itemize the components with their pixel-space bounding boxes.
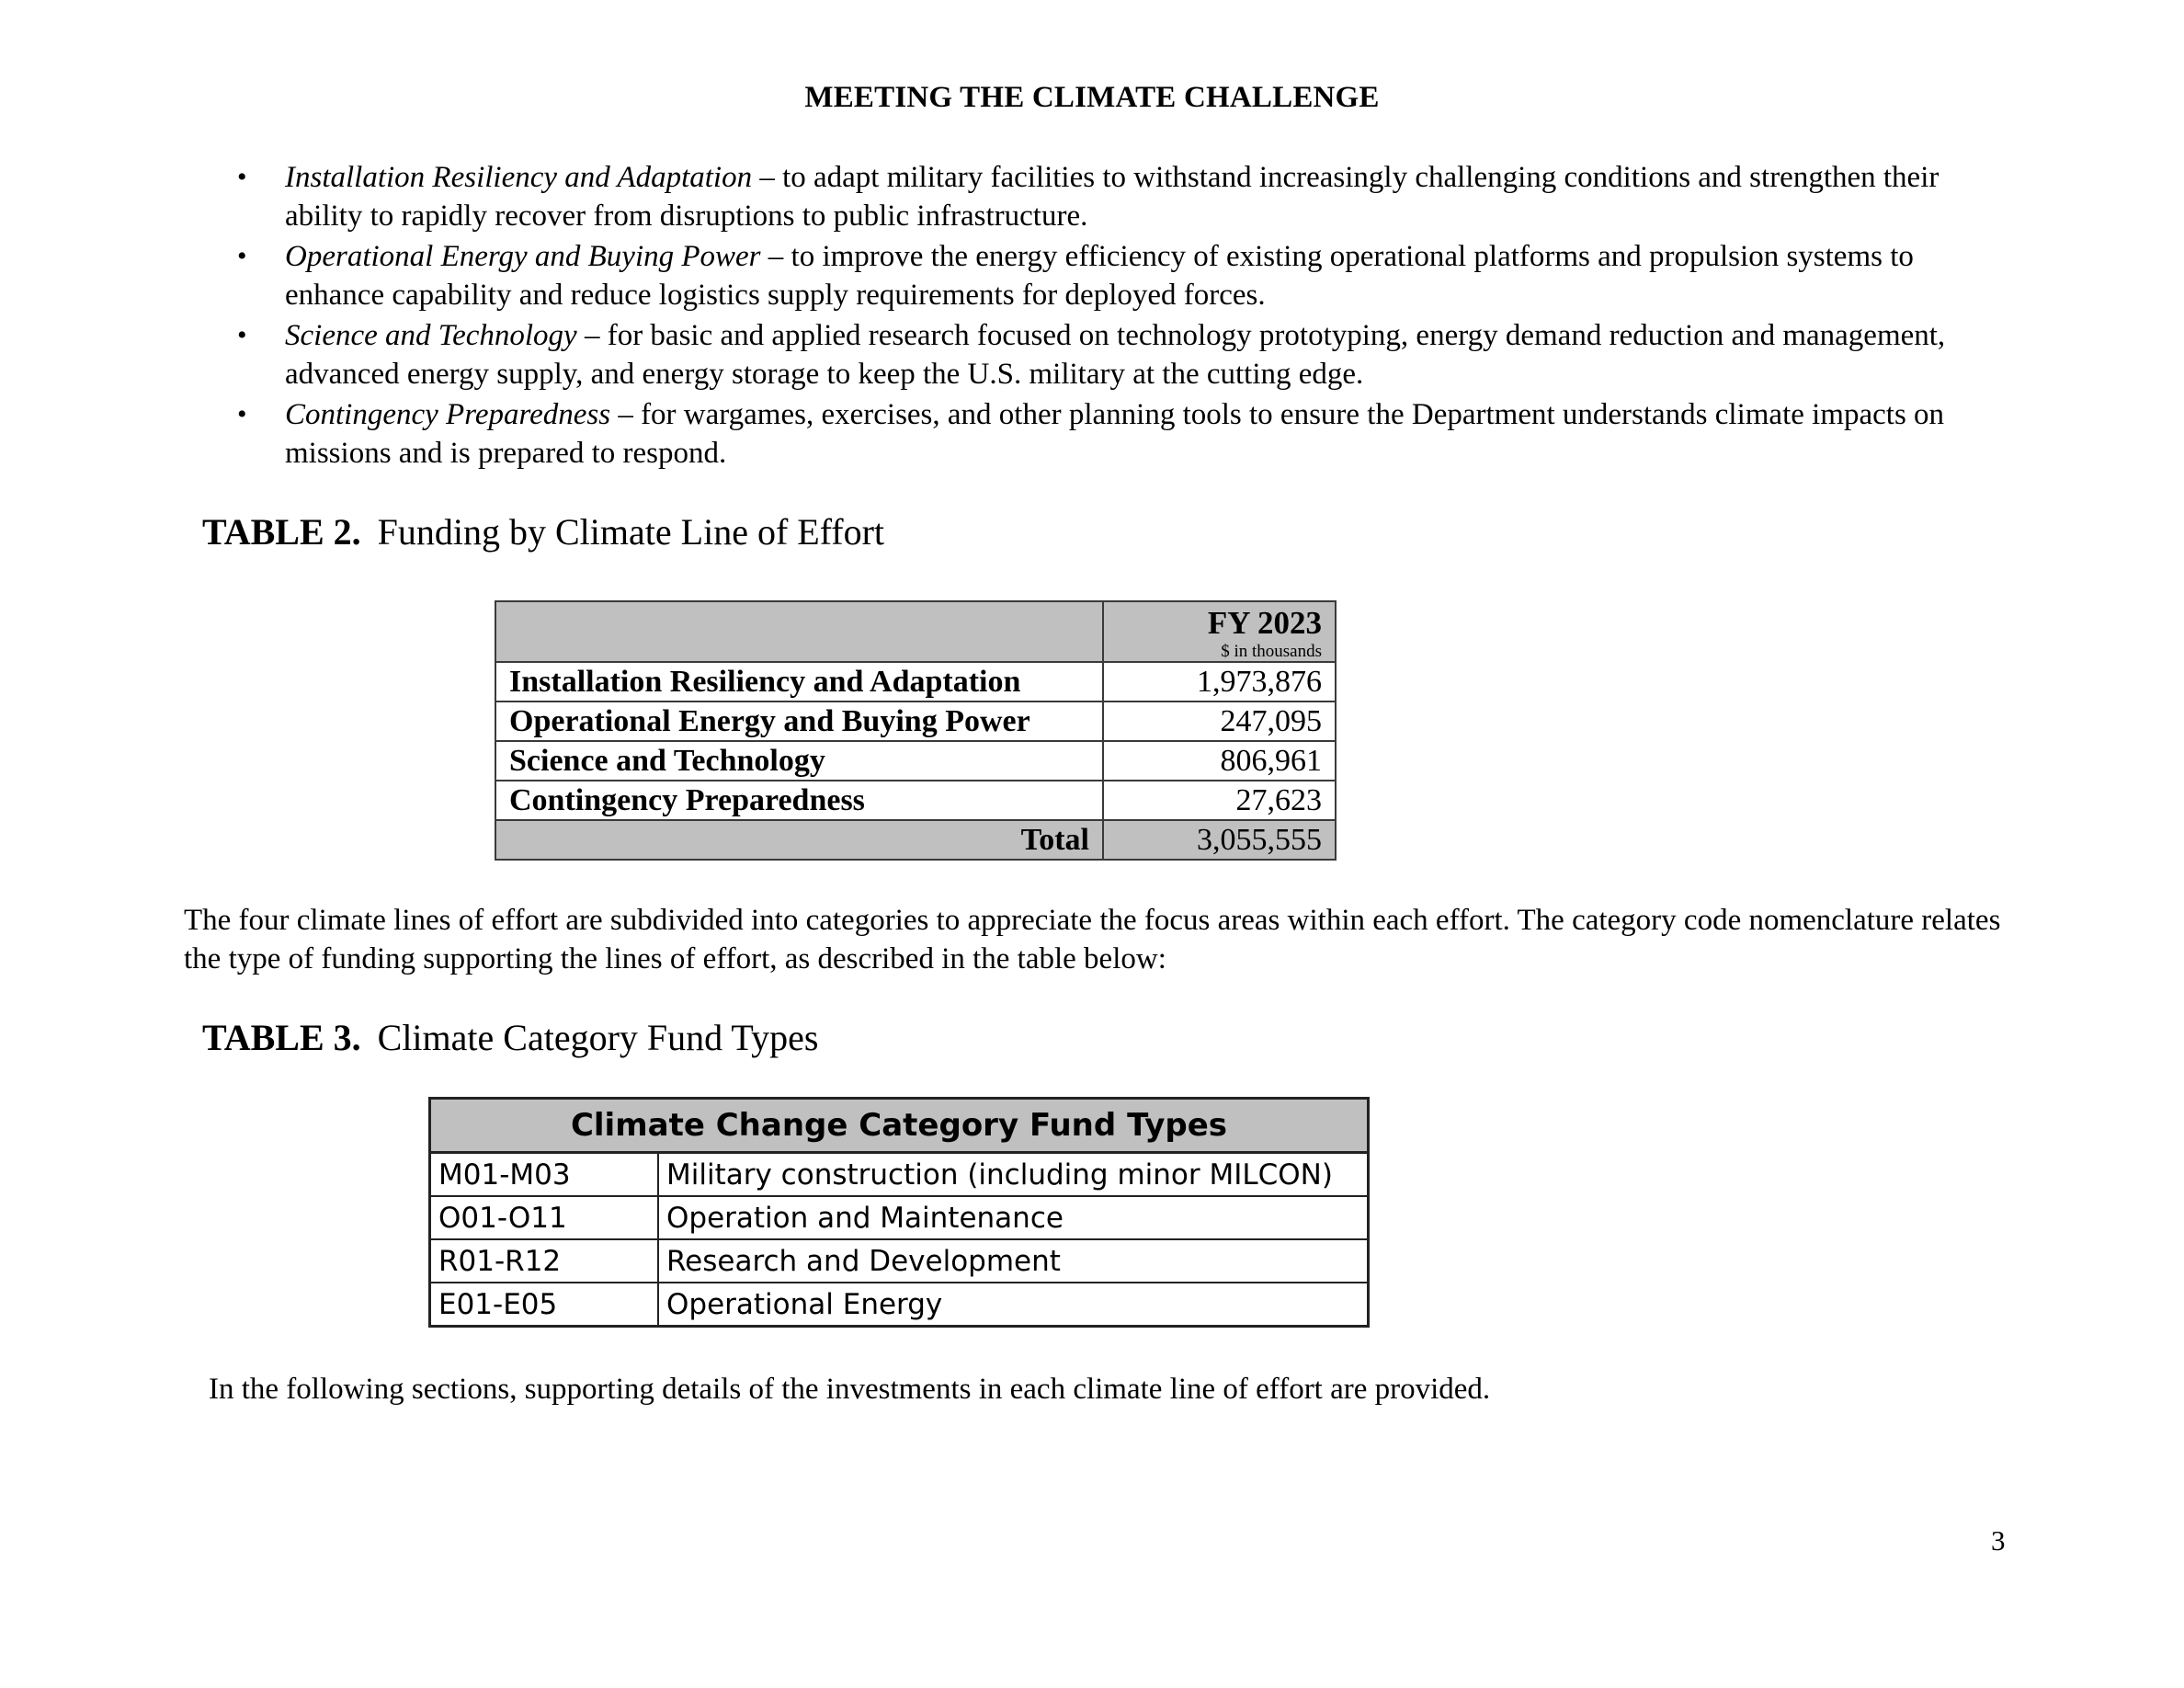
table-header-blank — [495, 601, 1103, 662]
paragraph-closing: In the following sections, supporting details of the investments in each climate line of effort are provided. — [209, 1373, 1491, 1406]
code-cell: E01-E05 — [430, 1283, 659, 1327]
table-header-row — [430, 1099, 1369, 1153]
bullet-icon: • — [237, 320, 247, 350]
fy-column-header — [1103, 601, 1336, 662]
description-cell: Military construction (including minor MILCON) — [658, 1153, 1369, 1197]
table-row — [430, 1239, 1369, 1283]
bullet-term: Contingency Preparedness — [285, 398, 611, 431]
code-cell: O01-O11 — [430, 1196, 659, 1239]
bullet-text: – for basic and applied research focused on technology prototyping, energy demand reduction and management, advanced energy supply, and energy storage to keep the U.S. military at the cutting edge. — [285, 319, 1946, 391]
row-label: Science and Technology — [495, 741, 1103, 781]
fy-label: FY 2023 — [1207, 605, 1322, 641]
bullet-icon: • — [237, 399, 247, 429]
row-value: 27,623 — [1103, 781, 1336, 820]
bullet-text: – for wargames, exercises, and other planning tools to ensure the Department understands climate impacts on missions and is prepared to respond. — [285, 398, 1945, 470]
table-row — [495, 701, 1336, 741]
page-header: MEETING THE CLIMATE CHALLENGE — [804, 81, 1380, 114]
fund-types-table — [428, 1097, 1370, 1328]
bullet-text: – to adapt military facilities to withstand increasingly challenging conditions and strengthen their ability to rapidly recover from disruptions to public infrastructure. — [285, 161, 1939, 233]
table-row — [430, 1153, 1369, 1197]
table-row — [495, 662, 1336, 701]
bullet-item — [232, 395, 1978, 473]
row-label: Installation Resiliency and Adaptation — [495, 662, 1103, 701]
row-label: Operational Energy and Buying Power — [495, 701, 1103, 741]
table3-caption-title: Climate Category Fund Types — [377, 1017, 819, 1058]
bullet-term: Installation Resiliency and Adaptation — [285, 161, 753, 194]
funding-table — [495, 600, 1337, 861]
row-value: 247,095 — [1103, 701, 1336, 741]
table2-caption-title: Funding by Climate Line of Effort — [377, 511, 885, 553]
description-cell: Operational Energy — [658, 1283, 1369, 1327]
fy-unit: $ in thousands — [1221, 642, 1322, 661]
table-header-row — [495, 601, 1336, 662]
table3-caption-number: TABLE 3. — [202, 1017, 361, 1058]
bullet-icon: • — [237, 241, 247, 271]
row-value: 806,961 — [1103, 741, 1336, 781]
bullet-item — [232, 158, 1978, 235]
bullet-term: Science and Technology — [285, 319, 577, 352]
bullet-item — [232, 316, 1978, 393]
description-cell: Research and Development — [658, 1239, 1369, 1283]
bullet-item — [232, 237, 1978, 314]
fund-types-header: Climate Change Category Fund Types — [430, 1099, 1369, 1153]
row-label: Contingency Preparedness — [495, 781, 1103, 820]
table-row — [495, 741, 1336, 781]
table2-caption-number: TABLE 2. — [202, 511, 361, 553]
bullet-text: – to improve the energy efficiency of existing operational platforms and propulsion systems to enhance capability and reduce logistics supply requirements for deployed forces. — [285, 240, 1914, 312]
total-value: 3,055,555 — [1103, 820, 1336, 860]
description-cell: Operation and Maintenance — [658, 1196, 1369, 1239]
bullet-list — [232, 158, 1978, 474]
bullet-term: Operational Energy and Buying Power — [285, 240, 761, 273]
table-row — [430, 1283, 1369, 1327]
table-row — [430, 1196, 1369, 1239]
code-cell: M01-M03 — [430, 1153, 659, 1197]
row-value: 1,973,876 — [1103, 662, 1336, 701]
table-row — [495, 781, 1336, 820]
table3-caption — [202, 1016, 818, 1059]
paragraph-intro: The four climate lines of effort are subdivided into categories to appreciate the focus areas within each effort. The category code nomenclature relates the type of funding supporting the lines of effort, as described in the table below: — [184, 904, 2001, 975]
total-row — [495, 820, 1336, 860]
total-label: Total — [495, 820, 1103, 860]
code-cell: R01-R12 — [430, 1239, 659, 1283]
bullet-icon: • — [237, 162, 247, 192]
page-number: 3 — [1991, 1524, 2006, 1557]
table2-caption — [202, 510, 884, 553]
